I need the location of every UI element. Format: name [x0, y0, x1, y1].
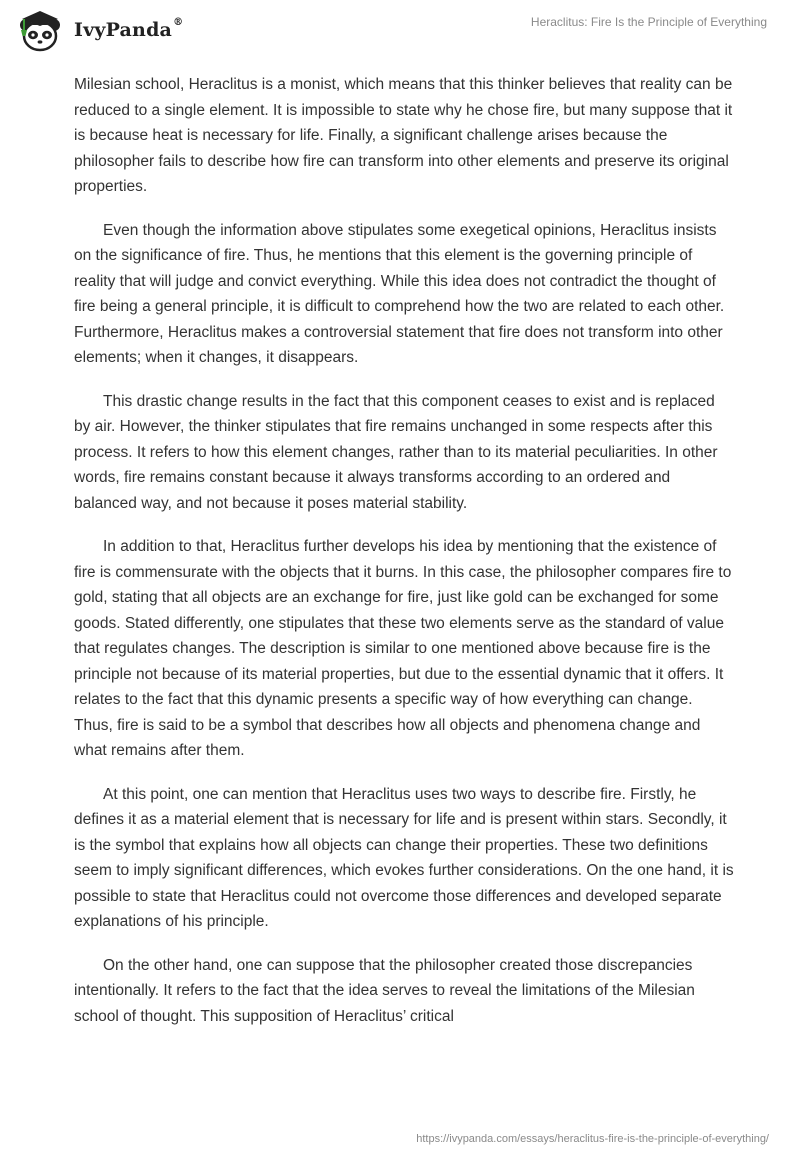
- essay-body: [74, 72, 734, 1047]
- panda-graduate-icon: [14, 8, 66, 52]
- document-title: Heraclitus: Fire Is the Principle of Everything: [530, 15, 767, 29]
- page-header: [0, 0, 800, 60]
- paragraph: Milesian school, Heraclitus is a monist, which means that this thinker believes that reality can be reduced to a single element. It is impossible to state why he chose fire, but many suppose that it is because heat is necessary for life. Finally, a significant challenge arises because the philosopher fails to describe how fire can transform into other elements and preserve its original properties.: [74, 76, 733, 195]
- paragraph: Even though the information above stipulates some exegetical opinions, Heraclitus insists on the significance of fire. Thus, he mentions that this element is the governing principle of reality that will judge and convict everything. While this idea does not contradict the thought of fire being a general principle, it is difficult to comprehend how the two are related to each other. Furthermore, Heraclitus makes a controversial statement that fire does not transform into other elements; when it changes, it disappears.: [74, 221, 725, 366]
- paragraph: This drastic change results in the fact that this component ceases to exist and is replaced by air. However, the thinker stipulates that fire remains unchanged in some respects after this process. It refers to how this element changes, rather than to its material peculiarities. In other words, fire remains constant because it always transforms according to an ordered and balanced way, and not because it poses material stability.: [74, 392, 718, 512]
- paragraph: On the other hand, one can suppose that the philosopher created those discrepancies intentionally. It refers to the fact that the idea serves to reveal the limitations of the Milesian school of thought. This supposition of Heraclitus’ critical: [74, 956, 695, 1025]
- paragraph: In addition to that, Heraclitus further develops his idea by mentioning that the existence of fire is commensurate with the objects that it burns. In this case, the philosopher compares fire to gold, stating that all objects are an exchange for fire, just like gold can be exchanged for some goods. Stated differently, one stipulates that these two elements serve as the standard of value that regulates changes. The description is similar to one mentioned above because fire is the principle not because of its material properties, but due to the essential dynamic that it offers. It relates to the fact that this dynamic presents a specific way of how everything can change. Thus, fire is said to be a symbol that describes how all objects and phenomena change and what remains after them.: [74, 538, 732, 759]
- paragraph: At this point, one can mention that Heraclitus uses two ways to describe fire. Firstly, he defines it as a material element that is necessary for life and is present within stars. Secondly, it is the symbol that explains how all objects can change their properties. These two definitions seem to imply significant differences, which evokes further considerations. On the one hand, it is possible to state that Heraclitus could not overcome those differences and developed separate explanations of his principle.: [74, 785, 734, 930]
- brand-name: IvyPanda®: [74, 17, 184, 41]
- ivypanda-logo[interactable]: [14, 8, 183, 52]
- source-url[interactable]: https://ivypanda.com/essays/heraclitus-fire-is-the-principle-of-everything/: [416, 1133, 769, 1145]
